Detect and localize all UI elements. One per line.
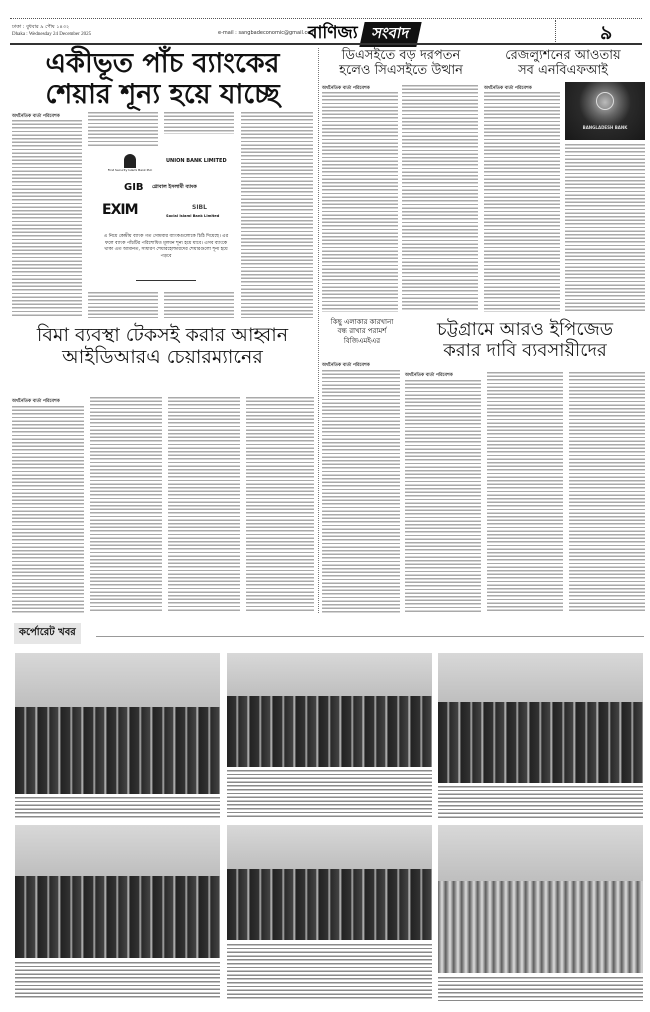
epz-byline: অর্থনৈতিক বার্তা পরিবেশক: [405, 373, 453, 378]
gib-logo-bn: গ্লোবাল ইসলামী ব্যাংক: [152, 184, 197, 190]
epz-body-col2: [487, 372, 563, 613]
lead-body-col3b: [164, 292, 234, 318]
nbfi-headline: [482, 49, 644, 79]
corporate-caption-2: [227, 770, 432, 818]
epz-body-col1: [405, 380, 481, 613]
idra-headline-line2: আইডিআরএ চেয়ারম্যানের: [62, 345, 263, 368]
fsib-logo-text: First Security Islami Bank PLC: [107, 168, 153, 172]
bgmea-headline-line2: বন্ধ রাখার পরামর্শ: [337, 327, 387, 336]
lead-body-col3a: [164, 112, 234, 134]
masthead-top-rule: [10, 18, 642, 19]
union-bank-logo: UNION BANK LIMITED: [166, 158, 227, 164]
corporate-caption-6: [438, 977, 643, 1002]
lead-headline-line2: শেয়ার শূন্য হয়ে যাচ্ছে: [45, 79, 280, 111]
idra-body-col2: [90, 397, 162, 613]
corporate-photo-5: [227, 825, 432, 940]
dse-headline-line2: হলেও সিএসইতে উত্থান: [339, 62, 463, 78]
nbfi-byline: অর্থনৈতিক বার্তা পরিবেশক: [484, 86, 532, 91]
corporate-photo-6: [438, 825, 643, 973]
bgmea-headline-line1: কিছু এলাকার কারখানা: [330, 318, 394, 326]
logo-text-sangbad: সংবাদ: [359, 22, 421, 47]
corporate-caption-3: [438, 786, 643, 818]
dse-body-col2: [402, 85, 478, 312]
lead-body-col2a: [88, 112, 158, 146]
masthead-bottom-rule: [10, 43, 642, 45]
idra-headline-line1: বিমা ব্যবস্থা টেকসই করার আহ্বান: [36, 324, 289, 346]
masthead-date-bn: ঢাকা : বুধবার ৯ পৌষ ১৪৩২: [12, 24, 70, 30]
bgmea-body: [322, 370, 400, 613]
corporate-photo-1: [15, 653, 220, 794]
fsib-emblem-icon: [124, 154, 136, 168]
epz-headline-line1: চট্টগ্রামে আরও ইপিজেড: [437, 319, 613, 340]
idra-byline: অর্থনৈতিক বার্তা পরিবেশক: [12, 399, 60, 404]
lead-body-col1: [12, 120, 82, 318]
logo-text-banijyo: বাণিজ্য: [308, 23, 358, 43]
lead-body-col4: [241, 112, 313, 318]
masthead-email: e-mail : sangbadeconomic@gmail.com: [218, 30, 316, 36]
fsib-logo: [100, 154, 160, 172]
sibl-logo-text: Social Islami Bank Limited: [166, 214, 220, 218]
epz-body-col3: [569, 372, 645, 613]
bgmea-headline: [322, 318, 402, 346]
corporate-photo-4: [15, 825, 220, 958]
dse-byline: অর্থনৈতিক বার্তা পরিবেশক: [322, 86, 370, 91]
lead-headline: [10, 48, 315, 110]
column-divider: [318, 48, 319, 613]
idra-body-col1: [12, 406, 84, 613]
bgmea-byline: অর্থনৈতিক বার্তা পরিবেশক: [322, 363, 370, 368]
dse-headline-line1: ডিএসইতে বড় দরপতন: [341, 48, 461, 63]
lead-pull-quote: এ নিয়ে কেন্দ্রীয় ব্যাংক গত সোমবার ব্যাংকগুলোকে চিঠি দিয়েছে। এর ফলে ব্যাংক পাঁচটির পরিশোধিত মূলধন শূন্য হয়ে যাবে। এসব ব্যাংকে থাকা এত আমানত, সাধারণ শেয়ারহোল্ডারদের শেয়ারগুলো শূন্য হয়ে পড়বে: [103, 234, 229, 259]
nbfi-body-col1: [484, 92, 560, 312]
lead-headline-line1: একীভূত পাঁচ ব্যাংকের: [45, 48, 280, 79]
corporate-caption-5: [227, 944, 432, 1000]
idra-body-col3: [168, 397, 240, 613]
corporate-section-rule: [96, 636, 644, 637]
idra-headline: [10, 325, 315, 369]
lead-body-col2b: [88, 292, 158, 318]
corporate-caption-1: [15, 797, 220, 818]
gib-logo: GIB: [124, 182, 144, 193]
lead-byline: অর্থনৈতিক বার্তা পরিবেশক: [12, 114, 60, 119]
corporate-photo-2: [227, 653, 432, 767]
nbfi-headline-line2: সব এনবিএফআই: [518, 62, 608, 78]
idra-body-col4: [246, 397, 314, 613]
bank-logos-box: [96, 148, 236, 288]
masthead-date-en: Dhaka : Wednesday 24 December 2025: [12, 32, 92, 37]
bangladesh-bank-seal-icon: [596, 92, 614, 110]
bangladesh-bank-photo: [565, 82, 645, 140]
bangladesh-bank-photo-text: BANGLADESH BANK: [582, 125, 628, 130]
bgmea-headline-line3: বিজিএমইএর: [343, 336, 381, 345]
dse-body-col1: [322, 92, 398, 312]
epz-headline-line2: করার দাবি ব্যবসায়ীদের: [443, 339, 607, 361]
sibl-logo: SIBL: [192, 204, 207, 211]
page-number: ৯: [600, 22, 613, 44]
masthead-divider: [555, 20, 556, 42]
dse-headline: [322, 49, 480, 79]
pull-quote-rule: [136, 280, 196, 281]
exim-logo: EXIM: [102, 202, 138, 218]
nbfi-headline-line1: রেজল্যুশনের আওতায়: [505, 48, 621, 63]
corporate-section-title: কর্পোরেট খবর: [14, 623, 81, 644]
corporate-caption-4: [15, 962, 220, 1000]
corporate-photo-3: [438, 653, 643, 783]
epz-headline: [405, 320, 645, 361]
nbfi-body-col2: [565, 144, 645, 312]
